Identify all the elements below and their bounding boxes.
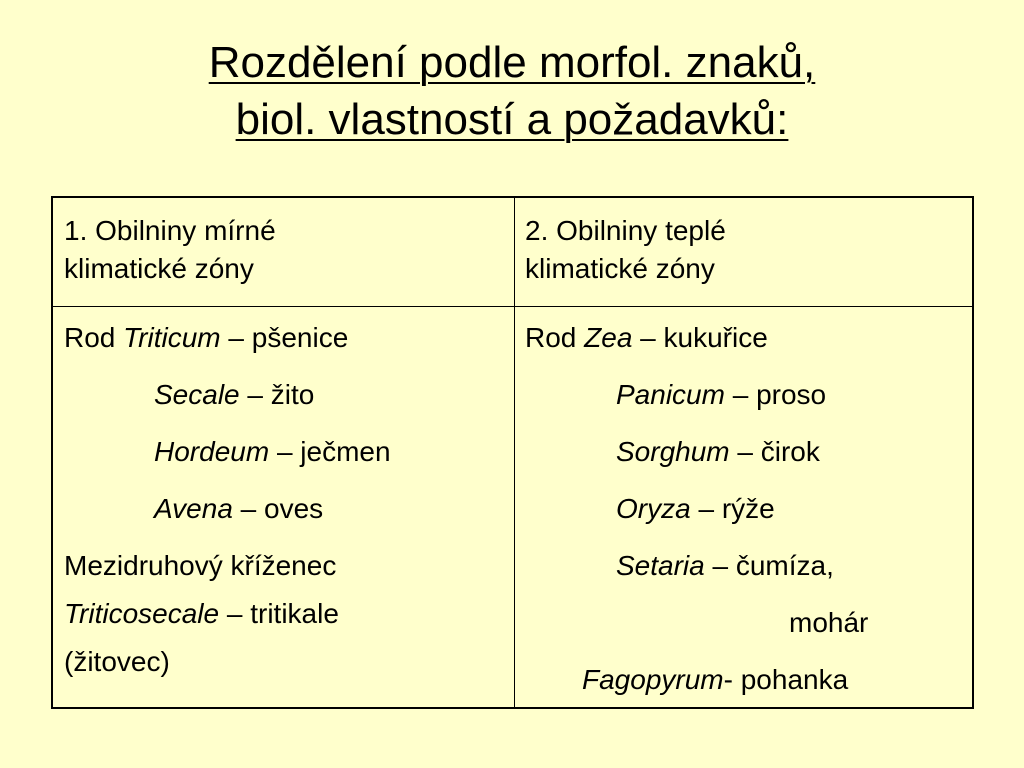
col1-name-jecmen: – ječmen [269, 436, 391, 467]
col1-row-triticosecale [64, 595, 339, 633]
col1-row-avena [154, 490, 323, 528]
col2-genus-setaria: Setaria [616, 550, 705, 581]
col2-row-oryza [616, 490, 775, 528]
col1-row-hordeum [154, 433, 391, 471]
col2-genus-fagopyrum: Fagopyrum [582, 664, 724, 695]
col2-name-mohar: mohár [789, 607, 869, 638]
col1-hybrid-label: Mezidruhový kříženec [64, 550, 337, 581]
col1-genus-triticum: Triticum [123, 322, 221, 353]
col2-row-zea [525, 319, 768, 357]
col2-name-ryze: – rýže [690, 493, 775, 524]
col2-genus-sorghum: Sorghum [616, 436, 730, 467]
header-divider [53, 306, 972, 307]
col1-row-triticum [64, 319, 348, 357]
header-warm-line-2: klimatické zóny [525, 253, 715, 284]
col1-name-psenice: – pšenice [220, 322, 349, 353]
col2-name-kukurice: – kukuřice [632, 322, 768, 353]
col1-name-oves: – oves [232, 493, 324, 524]
header-temperate-line-2: klimatické zóny [64, 253, 254, 284]
col2-name-proso: – proso [724, 379, 827, 410]
column-divider [514, 198, 515, 707]
header-warm-line-1: 2. Obilniny teplé [525, 215, 726, 246]
title-line-1: Rozdělení podle morfol. znaků, [208, 38, 816, 87]
col2-row-sorghum [616, 433, 820, 471]
col2-name-cumiza: – čumíza, [704, 550, 834, 581]
col2-name-cirok: – čirok [729, 436, 820, 467]
col2-row-panicum [616, 376, 826, 414]
col2-row-setaria [616, 547, 834, 585]
header-temperate [64, 212, 276, 288]
col2-rod-label: Rod [525, 322, 585, 353]
header-temperate-line-1: 1. Obilniny mírné [64, 215, 276, 246]
slide-title [0, 34, 1024, 148]
col1-name-zito: – žito [239, 379, 315, 410]
col1-hybrid-alias: (žitovec) [64, 646, 170, 677]
col2-genus-panicum: Panicum [616, 379, 725, 410]
header-warm [525, 212, 726, 288]
col1-name-tritikale: – tritikale [219, 598, 339, 629]
classification-table [51, 196, 974, 709]
col1-genus-triticosecale: Triticosecale [64, 598, 220, 629]
col1-rod-label: Rod [64, 322, 124, 353]
col1-genus-avena: Avena [154, 493, 233, 524]
col2-genus-oryza: Oryza [616, 493, 691, 524]
col1-genus-hordeum: Hordeum [154, 436, 270, 467]
col1-row-secale [154, 376, 314, 414]
col2-genus-zea: Zea [584, 322, 633, 353]
title-line-2: biol. vlastností a požadavků: [235, 95, 789, 144]
col2-row-fagopyrum [582, 661, 848, 699]
col1-genus-secale: Secale [154, 379, 240, 410]
col2-name-pohanka: - pohanka [723, 664, 849, 695]
